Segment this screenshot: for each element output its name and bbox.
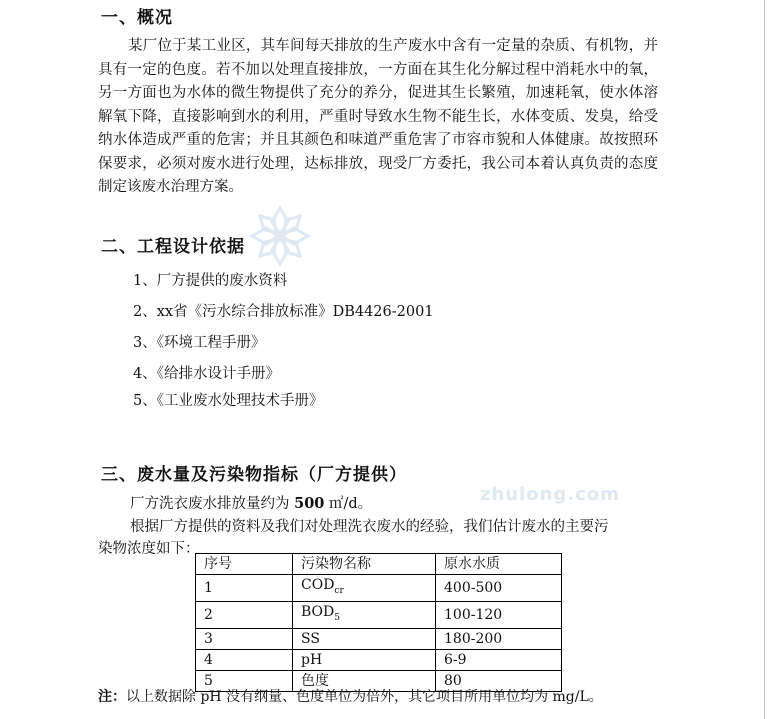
flow-rate-prefix: 厂方洗衣废水排放量约为: [130, 496, 290, 512]
page-edge-divider: [764, 0, 765, 719]
table-row: [196, 601, 562, 628]
table-row: [196, 575, 562, 602]
section-3-title: 三、废水量及污染物指标（厂方提供）: [101, 465, 407, 485]
header-number: 序号: [196, 554, 293, 575]
estimate-line-1: 根据厂方提供的资料及我们对处理洗衣废水的经验，我们估计废水的主要污: [130, 519, 609, 535]
watermark-logo-icon: [248, 204, 312, 272]
cell-pollutant-name: $COD_{cr}$: [293, 575, 436, 602]
section-2-title: 二、工程设计依据: [101, 237, 245, 257]
reference-item-2: 2、xx省《污水综合排放标准》DB4426-2001: [133, 304, 434, 320]
section-1-title: 一、概况: [101, 8, 173, 28]
header-raw-water-quality: 原水水质: [436, 554, 562, 575]
cell-value: 180-200: [436, 628, 562, 649]
table-row: [196, 649, 562, 670]
section-1-paragraph: 某厂位于某工业区，其车间每天排放的生产废水中含有一定量的杂质、有机物，并具有一定的色度。若不加以处理直接排放，一方面在其生化分解过程中消耗水中的氧，另一方面也为水体的微生物提供了充分的养分，促进其生长繁殖，加速耗氧，使水体溶解氧下降，直接影响到水的利用，严重时导致水生物不能生长，水体变质、发臭，给受纳水体造成严重的危害；并且其颜色和味道严重危害了市容市貌和人体健康。故按照环保要求，必须对废水进行处理，达标排放，现受厂方委托，我公司本着认真负责的态度制定该废水治理方案。: [98, 38, 658, 195]
reference-item-1: 1、厂方提供的废水资料: [133, 273, 288, 289]
note-label: 注：: [98, 689, 126, 705]
cell-number: 1: [196, 575, 293, 602]
cell-value: 80: [436, 670, 562, 691]
cell-value: 100-120: [436, 601, 562, 628]
flow-rate-value: 500: [294, 495, 325, 512]
table-row: [196, 628, 562, 649]
table-header-row: [196, 554, 562, 575]
cell-number: 5: [196, 670, 293, 691]
header-pollutant-name: 污染物名称: [293, 554, 436, 575]
flow-rate-unit: ㎡/d。: [324, 496, 373, 512]
cell-pollutant-name: pH: [293, 649, 436, 670]
note-text: 以上数据除 pH 没有纲量、色度单位为倍外，其它项目所用单位均为 mg/L。: [126, 689, 603, 705]
cell-pollutant-name: $BOD_5$: [293, 601, 436, 628]
reference-item-4: 4、《给排水设计手册》: [133, 366, 280, 382]
cell-pollutant-name: SS: [293, 628, 436, 649]
cell-value: 400-500: [436, 575, 562, 602]
watermark-text: zhulong.com: [480, 484, 620, 505]
cell-pollutant-name: 色度: [293, 670, 436, 691]
cell-number: 2: [196, 601, 293, 628]
pollutant-table: [195, 553, 562, 692]
estimate-line-2: 染物浓度如下：: [98, 541, 200, 557]
reference-item-3: 3、《环境工程手册》: [133, 335, 266, 351]
reference-item-5: 5、《工业废水处理技术手册》: [133, 393, 324, 409]
cell-number: 3: [196, 628, 293, 649]
table-note: [98, 686, 603, 706]
cell-value: 6-9: [436, 649, 562, 670]
flow-rate-line: [130, 492, 372, 513]
cell-number: 4: [196, 649, 293, 670]
